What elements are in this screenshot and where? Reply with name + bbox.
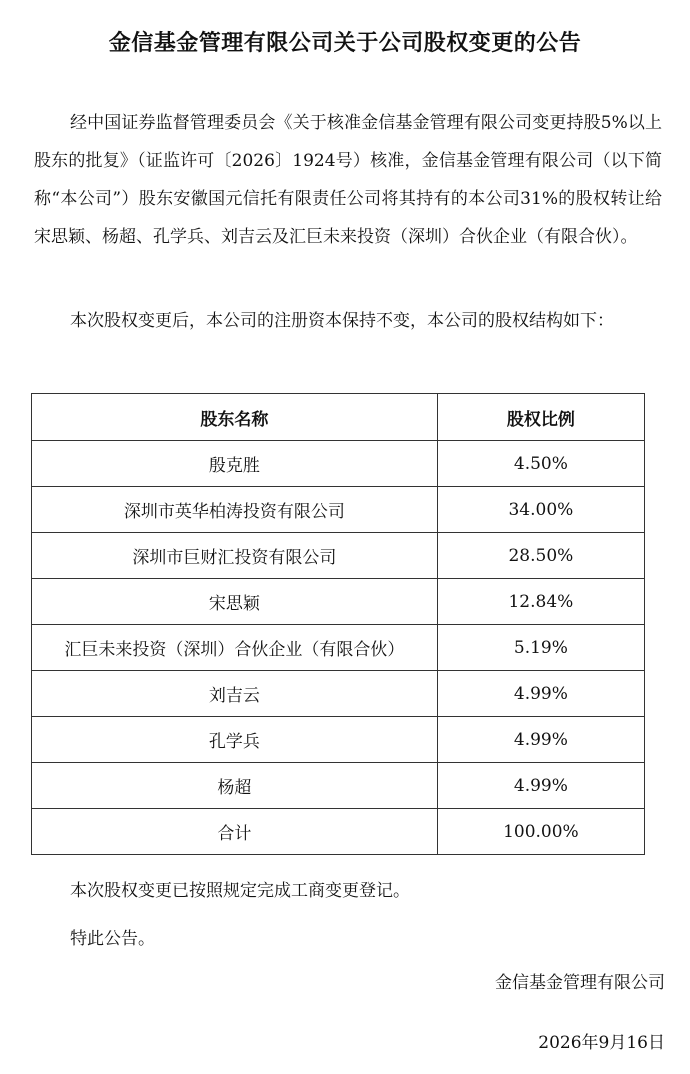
total-ratio: 100.00% xyxy=(437,809,644,855)
table-row xyxy=(32,487,645,533)
equity-ratio: 12.84% xyxy=(437,579,644,625)
shareholder-name: 杨超 xyxy=(32,763,438,809)
equity-ratio: 4.99% xyxy=(437,671,644,717)
table-row xyxy=(32,717,645,763)
shareholder-name: 刘吉云 xyxy=(32,671,438,717)
shareholder-name: 深圳市巨财汇投资有限公司 xyxy=(32,533,438,579)
equity-ratio: 4.50% xyxy=(437,441,644,487)
shareholder-name: 宋思颖 xyxy=(32,579,438,625)
closing-statement: 特此公告。 xyxy=(70,929,155,949)
total-label: 合计 xyxy=(32,809,438,855)
shareholder-name: 殷克胜 xyxy=(32,441,438,487)
shareholder-name: 孔学兵 xyxy=(32,717,438,763)
header-shareholder-name: 股东名称 xyxy=(32,394,438,441)
equity-ratio: 28.50% xyxy=(437,533,644,579)
table-total-row xyxy=(32,809,645,855)
announcement-date: 2026年9月16日 xyxy=(538,1033,665,1053)
document-title: 金信基金管理有限公司关于公司股权变更的公告 xyxy=(108,31,582,56)
equity-ratio: 34.00% xyxy=(437,487,644,533)
table-row xyxy=(32,579,645,625)
equity-ratio: 4.99% xyxy=(437,717,644,763)
equity-ratio: 5.19% xyxy=(437,625,644,671)
table-header-row xyxy=(32,394,645,441)
intro-paragraph: 经中国证券监督管理委员会《关于核准金信基金管理有限公司变更持股5%以上股东的批复》（证监许可〔2026〕1924号）核准，金信基金管理有限公司（以下简称“本公司”）股东安徽国元信托有限责任公司将其持有的本公司31%的股权转让给宋思颖、杨超、孔学兵、刘吉云及汇巨未来投资（深圳）合伙企业（有限合伙）。 xyxy=(34,113,662,247)
equity-ratio: 4.99% xyxy=(437,763,644,809)
equity-table xyxy=(31,393,645,855)
table-row xyxy=(32,671,645,717)
table-row xyxy=(32,533,645,579)
table-row xyxy=(32,763,645,809)
signer-company: 金信基金管理有限公司 xyxy=(495,973,665,993)
registration-statement: 本次股权变更已按照规定完成工商变更登记。 xyxy=(70,881,410,901)
shareholder-name: 汇巨未来投资（深圳）合伙企业（有限合伙） xyxy=(32,625,438,671)
table-row xyxy=(32,625,645,671)
header-equity-ratio: 股权比例 xyxy=(437,394,644,441)
shareholder-name: 深圳市英华柏涛投资有限公司 xyxy=(32,487,438,533)
structure-paragraph: 本次股权变更后，本公司的注册资本保持不变，本公司的股权结构如下： xyxy=(70,311,614,331)
table-row xyxy=(32,441,645,487)
